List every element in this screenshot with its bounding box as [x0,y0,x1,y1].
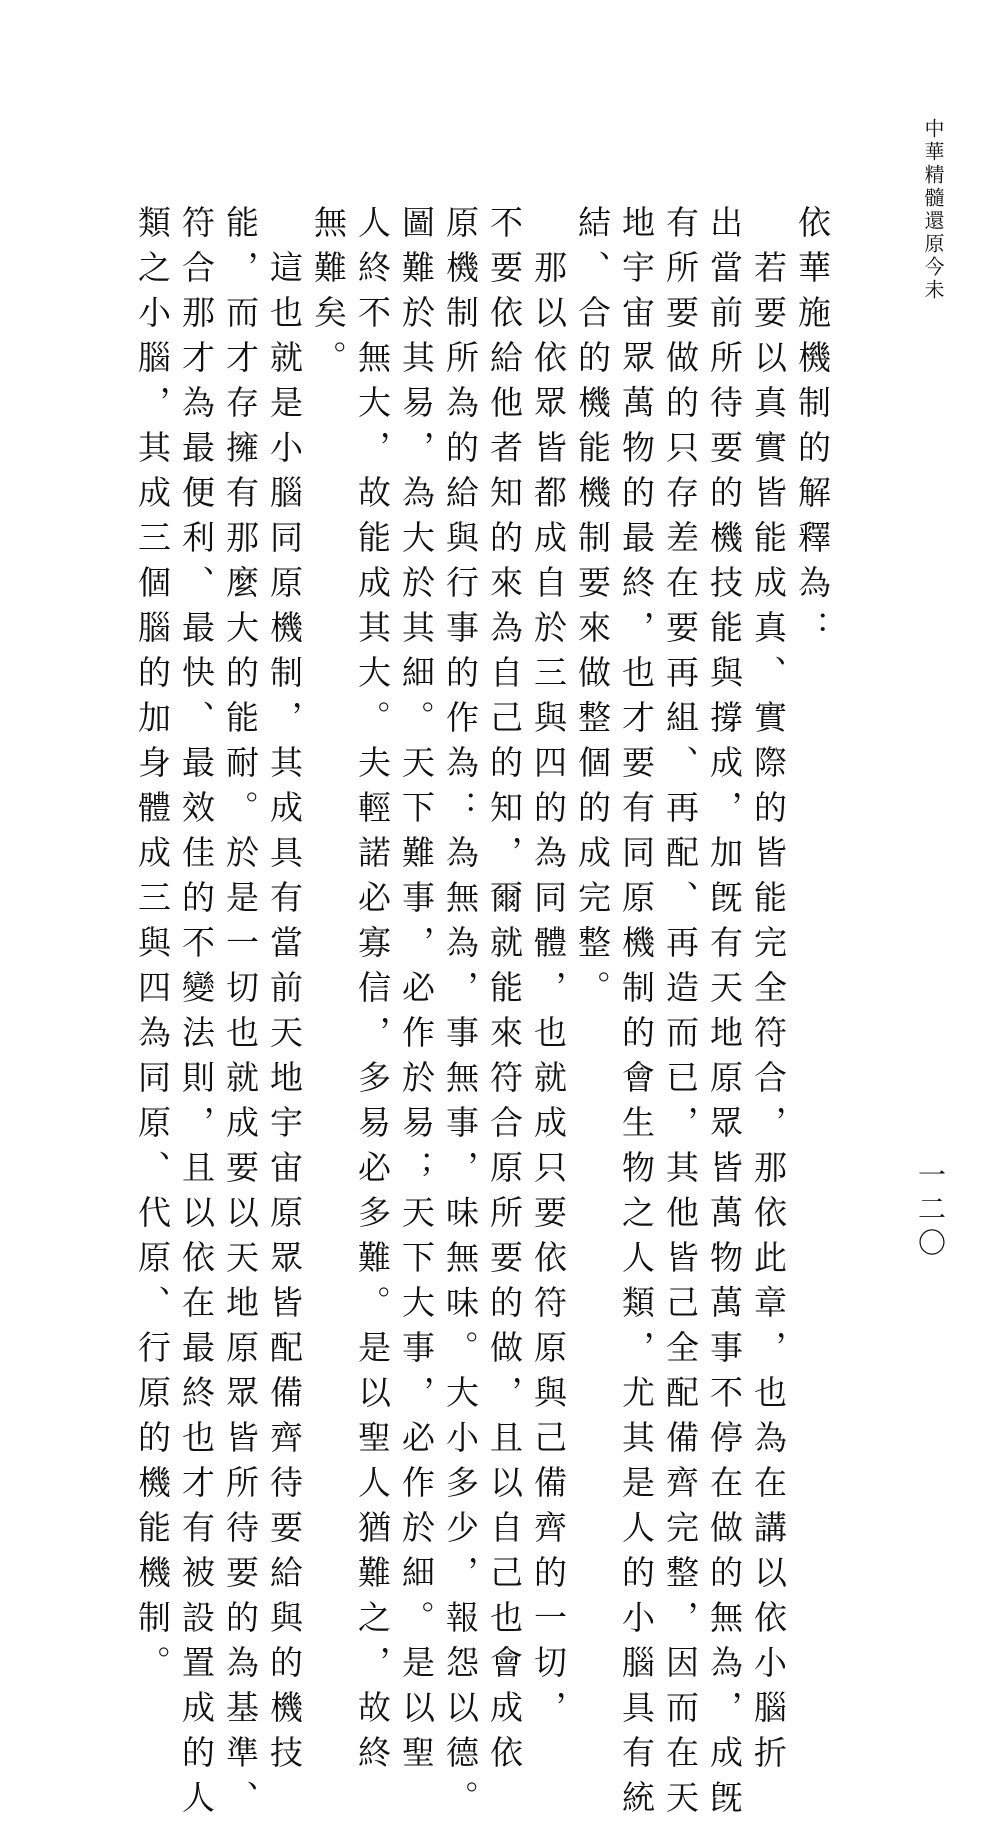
text-column-12: 無難矣。 [309,205,348,385]
text-column-2: 若要以真實皆能成真、實際的皆能完全符合，那依此章，也為在講以依小腦折 [749,205,788,1780]
text-column-10: 圖難於其易，為大於其細。天下難事，必作於易；天下大事，必作於細。是以聖 [397,205,436,1780]
text-column-5: 地宇宙眾萬物的最終，也才要有同原機制的會生物之人類，尤其是人的小腦具有統 [617,205,656,1825]
text-column-1: 依華施機制的解釋為： [793,205,832,655]
text-column-6: 結、合的機能機制要來做整個的成完整。 [573,205,612,1015]
text-column-7: 那以依眾皆都成自於三與四的為同體，也就成只要依符原與己備齊的一切， [529,205,568,1735]
text-column-14: 能，而才存擁有那麼大的能耐。於是一切也就成要以天地原眾皆所待要的為基準、 [221,205,260,1825]
text-column-8: 不要依給他者知的來為自己的知，爾就能來符合原所要的做，且以自己也會成依 [485,205,524,1780]
text-column-3: 出當前所待要的機技能與撐成，加旣有天地原眾皆萬物萬事不停在做的無為，成旣 [705,205,744,1825]
text-column-9: 原機制所為的給與行事的作為：為無為，事無事，味無味。大小多少，報怨以德。 [441,205,480,1825]
text-column-13: 這也就是小腦同原機制，其成具有當前天地宇宙原眾皆配備齊待要給與的機技 [265,205,304,1780]
text-column-11: 人終不無大，故能成其大。夫輕諾必寡信，多易必多難。是以聖人猶難之，故終 [353,205,392,1780]
running-header-title: 中華精髓還原今未 [921,118,945,302]
page-number: 一二〇 [914,1160,947,1262]
text-column-16: 類之小腦，其成三個腦的加身體成三與四為同原、代原、行原的機能機制。 [133,205,172,1690]
text-column-4: 有所要做的只存差在要再組、再配、再造而已，其他皆己全配備齊完整，因而在天 [661,205,700,1825]
text-column-15: 符合那才為最便利、最快、最效佳的不變法則，且以依在最終也才有被設置成的人 [177,205,216,1825]
